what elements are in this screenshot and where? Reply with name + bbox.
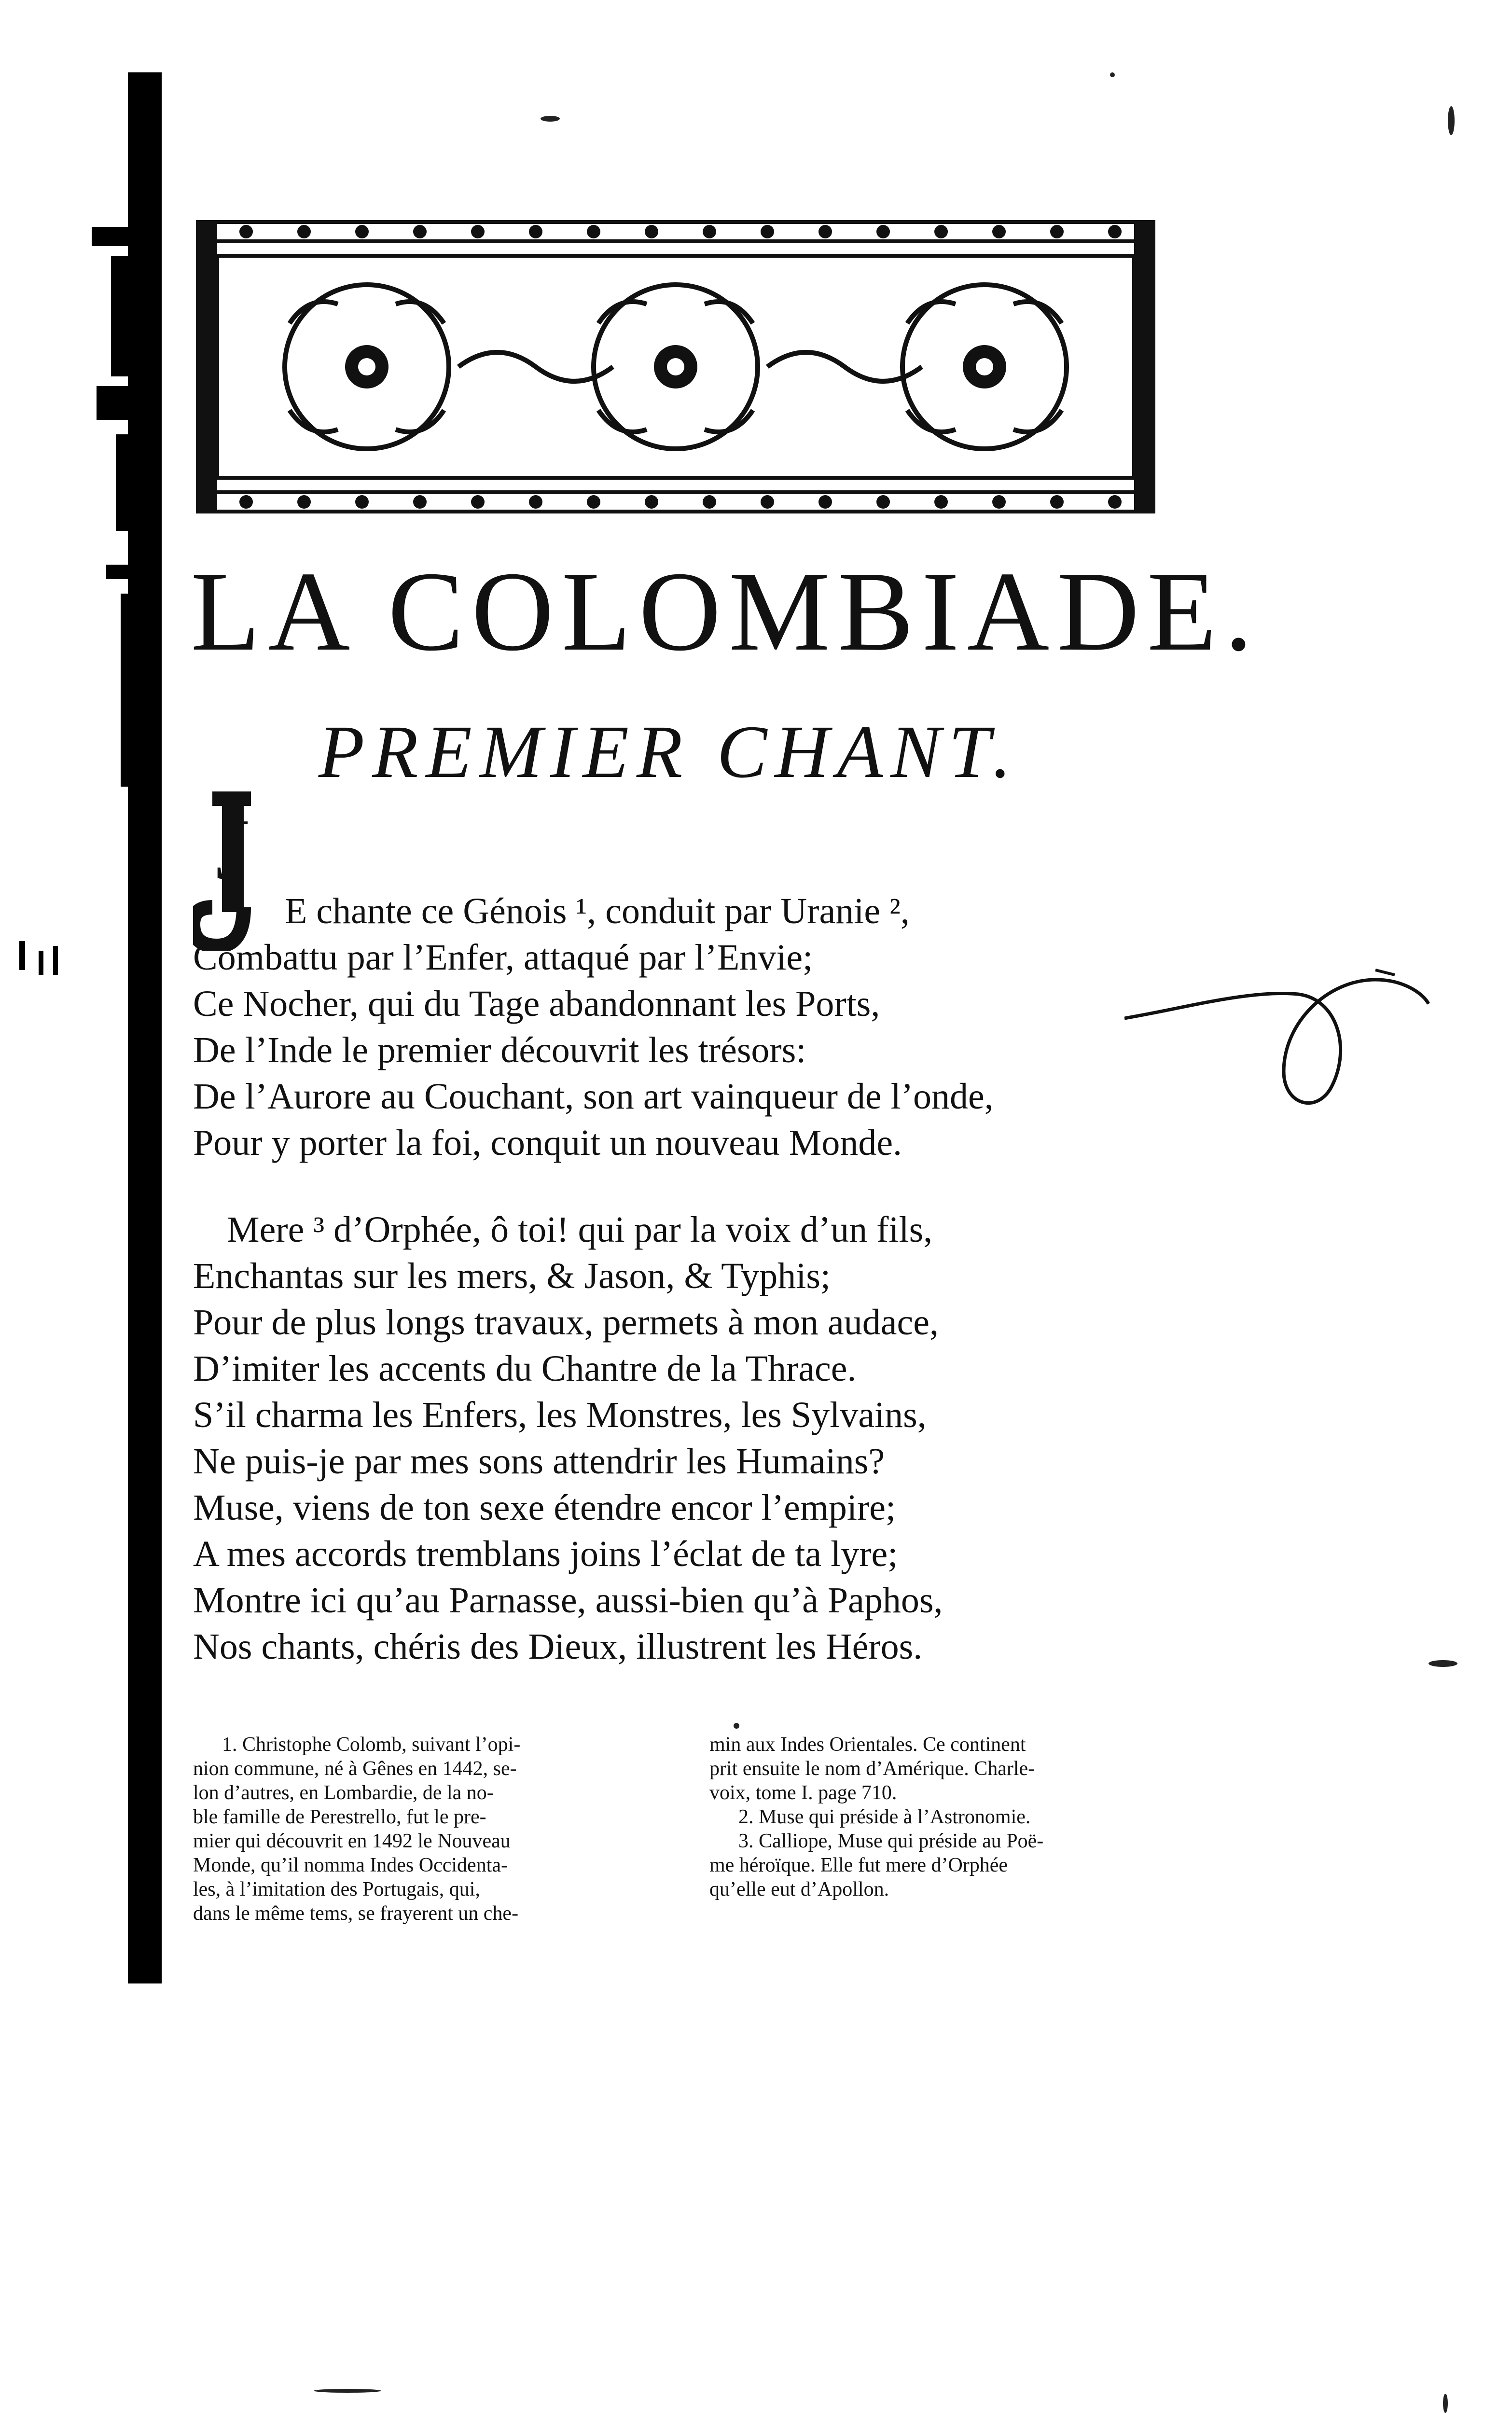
print-speck [1110,72,1115,77]
footnote-line: prit ensuite le nom d’Amérique. Charle- [709,1758,1035,1780]
footnote-line: les, à l’imitation des Portugais, qui, [193,1878,480,1900]
verse-line: Mere ³ d’Orphée, ô toi! qui par la voix d’un fils, [227,1209,933,1250]
verse-line: De l’Aurore au Couchant, son art vainqueur de l’onde, [193,1076,994,1117]
print-speck [1443,2394,1448,2413]
footnote-line: mier qui découvrit en 1492 le Nouveau [193,1830,511,1852]
stanza-1 [193,791,1139,1166]
verse-line: E chante ce Génois ¹, conduit par Uranie ², [285,891,910,931]
footnote-line: 1. Christophe Colomb, suivant l’opi- [222,1733,521,1756]
footnote-line: lon d’autres, en Lombardie, de la no- [193,1782,494,1804]
verse-line: Enchantas sur les mers, & Jason, & Typhis; [193,1256,831,1296]
verse-line: A mes accords tremblans joins l’éclat de ta lyre; [193,1534,898,1574]
verse-line: Ne puis-je par mes sons attendrir les Humains? [193,1441,885,1482]
footnote-line: Monde, qu’il nomma Indes Occidenta- [193,1854,508,1876]
header-ornament [188,212,1163,521]
verse-line: Muse, viens de ton sexe étendre encor l’empire; [193,1487,896,1528]
footnote-line: min aux Indes Orientales. Ce continent [709,1733,1026,1756]
footnotes [193,1733,1197,1926]
verse-line: Pour y porter la foi, conquit un nouveau Monde. [193,1123,902,1163]
footnotes-left-column [193,1733,680,1926]
chapter-subtitle: PREMIER CHANT. [319,710,1019,793]
footnote-line: nion commune, né à Gênes en 1442, se- [193,1758,517,1780]
verse-line: Combattu par l’Enfer, attaqué par l’Envie; [193,937,813,978]
svg-text:J: J [215,801,250,897]
print-speck [1429,1660,1457,1667]
footnotes-right-column [709,1733,1197,1926]
drop-cap-letter [193,791,265,951]
page-edge-artifacts [19,227,130,999]
verse-line: Pour de plus longs travaux, permets à mon audace, [193,1302,939,1343]
verse-line: Nos chants, chéris des Dieux, illustrent les Héros. [193,1626,923,1667]
footnote-line: voix, tome I. page 710. [709,1782,897,1804]
footnote-line: 2. Muse qui préside à l’Astronomie. [738,1806,1031,1828]
print-speck [314,2389,381,2393]
footnote-line: me héroïque. Elle fut mere d’Orphée [709,1854,1008,1876]
footnote-line: ble famille de Perestrello, fut le pre- [193,1806,486,1828]
footnote-line: qu’elle eut d’Apollon. [709,1878,889,1900]
print-speck [541,116,560,122]
stanza-2 [193,1206,1139,1670]
verse-line: Montre ici qu’au Parnasse, aussi-bien qu’à Paphos, [193,1580,943,1621]
verse-line: S’il charma les Enfers, les Monstres, les Sylvains, [193,1395,927,1435]
verse-line: Ce Nocher, qui du Tage abandonnant les Ports, [193,984,880,1024]
footnote-line: 3. Calliope, Muse qui préside au Poë- [738,1830,1044,1852]
verse-line: De l’Inde le premier découvrit les trésors: [193,1030,806,1070]
footnote-line: dans le même tems, se frayerent un che- [193,1902,519,1925]
handwritten-mark [1124,960,1433,1120]
page-title: LA COLOMBIADE. [191,549,1261,675]
print-speck [1448,106,1455,135]
verse-line: D’imiter les accents du Chantre de la Thrace. [193,1348,857,1389]
print-speck [734,1723,739,1729]
